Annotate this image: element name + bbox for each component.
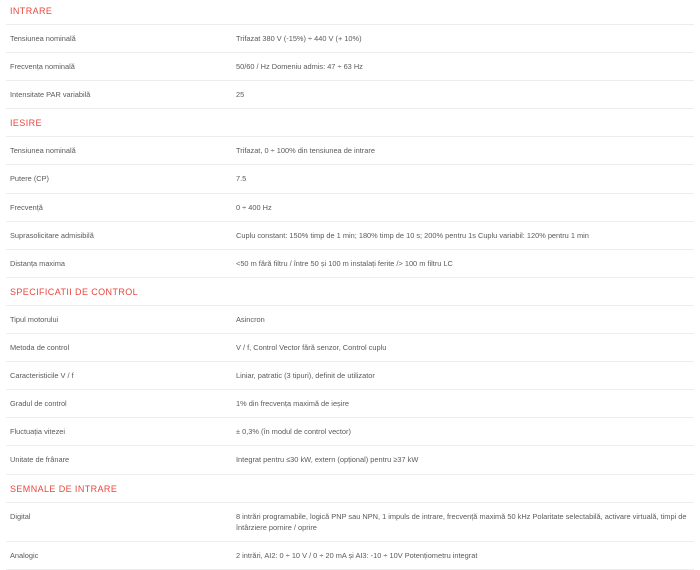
row-label: Unitate de frânare <box>10 455 70 465</box>
row-label: Tipul motorului <box>10 314 59 324</box>
spec-table-semnale <box>6 503 694 570</box>
row-value: Integrat pentru ≤30 kW, extern (opțional) pentru ≥37 kW <box>236 455 419 465</box>
row-value: Liniar, patratic (3 tipuri), definit de utilizator <box>236 371 375 381</box>
row-value: 25 <box>236 90 245 100</box>
row-value: 2 intrări, AI2: 0 ÷ 10 V / 0 ÷ 20 mA și AI3: -10 ÷ 10V Potențiometru integrat <box>236 550 478 560</box>
row-label: Digital <box>10 511 31 521</box>
row-value: Trifazat, 0 ÷ 100% din tensiunea de intrare <box>236 146 375 156</box>
row-label: Caracteristicile V / f <box>10 371 74 381</box>
table-row <box>6 53 694 81</box>
spec-table-control <box>6 306 694 475</box>
table-row <box>6 306 694 334</box>
row-label: Tensiunea nominală <box>10 34 76 43</box>
table-row <box>6 81 694 109</box>
section-title-iesire: IESIRE <box>6 109 694 137</box>
section-title-semnale-de-intrare: SEMNALE DE INTRARE <box>6 475 694 503</box>
row-label: Metoda de control <box>10 342 70 352</box>
table-row <box>6 333 694 361</box>
row-label: Putere (CP) <box>10 174 50 184</box>
row-label: Intensitate PAR variabilă <box>10 90 91 100</box>
table-row <box>6 503 694 542</box>
table-row <box>6 541 694 569</box>
row-value: Cuplu constant: 150% timp de 1 min; 180% timp de 10 s; 200% pentru 1s Cuplu variabil: 120% pentru 1 min <box>236 230 589 240</box>
row-value: 8 intrări programabile, logică PNP sau NPN, 1 impuls de intrare, frecvență maximă 50 kHz Polaritate selectabilă, activare virtuală, timpi de întârziere pornire / oprire <box>236 511 687 532</box>
table-row <box>6 165 694 193</box>
row-label: Distanța maxima <box>10 258 66 268</box>
table-row <box>6 221 694 249</box>
row-label: Tensiunea nominală <box>10 146 76 156</box>
row-value: 50/60 / Hz Domeniu admis: 47 ÷ 63 Hz <box>236 62 363 72</box>
table-row <box>6 418 694 446</box>
row-label: Gradul de control <box>10 399 67 409</box>
section-title-intrare: INTRARE <box>6 0 694 25</box>
table-row <box>6 249 694 277</box>
row-value: Asincron <box>236 314 265 324</box>
spec-table-intrare <box>6 25 694 109</box>
row-label: Analogic <box>10 550 39 560</box>
row-value: 7.5 <box>236 174 247 184</box>
table-row <box>6 390 694 418</box>
row-value: ± 0,3% (în modul de control vector) <box>236 427 351 437</box>
row-value: <50 m fără filtru / între 50 și 100 m instalați ferite /> 100 m filtru LC <box>236 258 453 268</box>
row-value: 0 ÷ 400 Hz <box>236 202 272 212</box>
row-value: V / f, Control Vector fără senzor, Control cuplu <box>236 342 387 352</box>
table-row <box>6 25 694 53</box>
section-title-specificatii-de-control: SPECIFICATII DE CONTROL <box>6 278 694 306</box>
table-row <box>6 446 694 474</box>
spec-table-iesire <box>6 137 694 278</box>
table-row <box>6 137 694 165</box>
row-label: Fluctuația vitezei <box>10 427 66 437</box>
row-value: Trifazat 380 V (-15%) ÷ 440 V (+ 10%) <box>236 34 362 43</box>
row-label: Suprasolicitare admisibilă <box>10 230 94 240</box>
row-value: 1% din frecvența maximă de ieșire <box>236 399 349 409</box>
table-row <box>6 362 694 390</box>
row-label: Frecvența nominală <box>10 62 75 72</box>
table-row <box>6 193 694 221</box>
row-label: Frecvență <box>10 202 43 212</box>
